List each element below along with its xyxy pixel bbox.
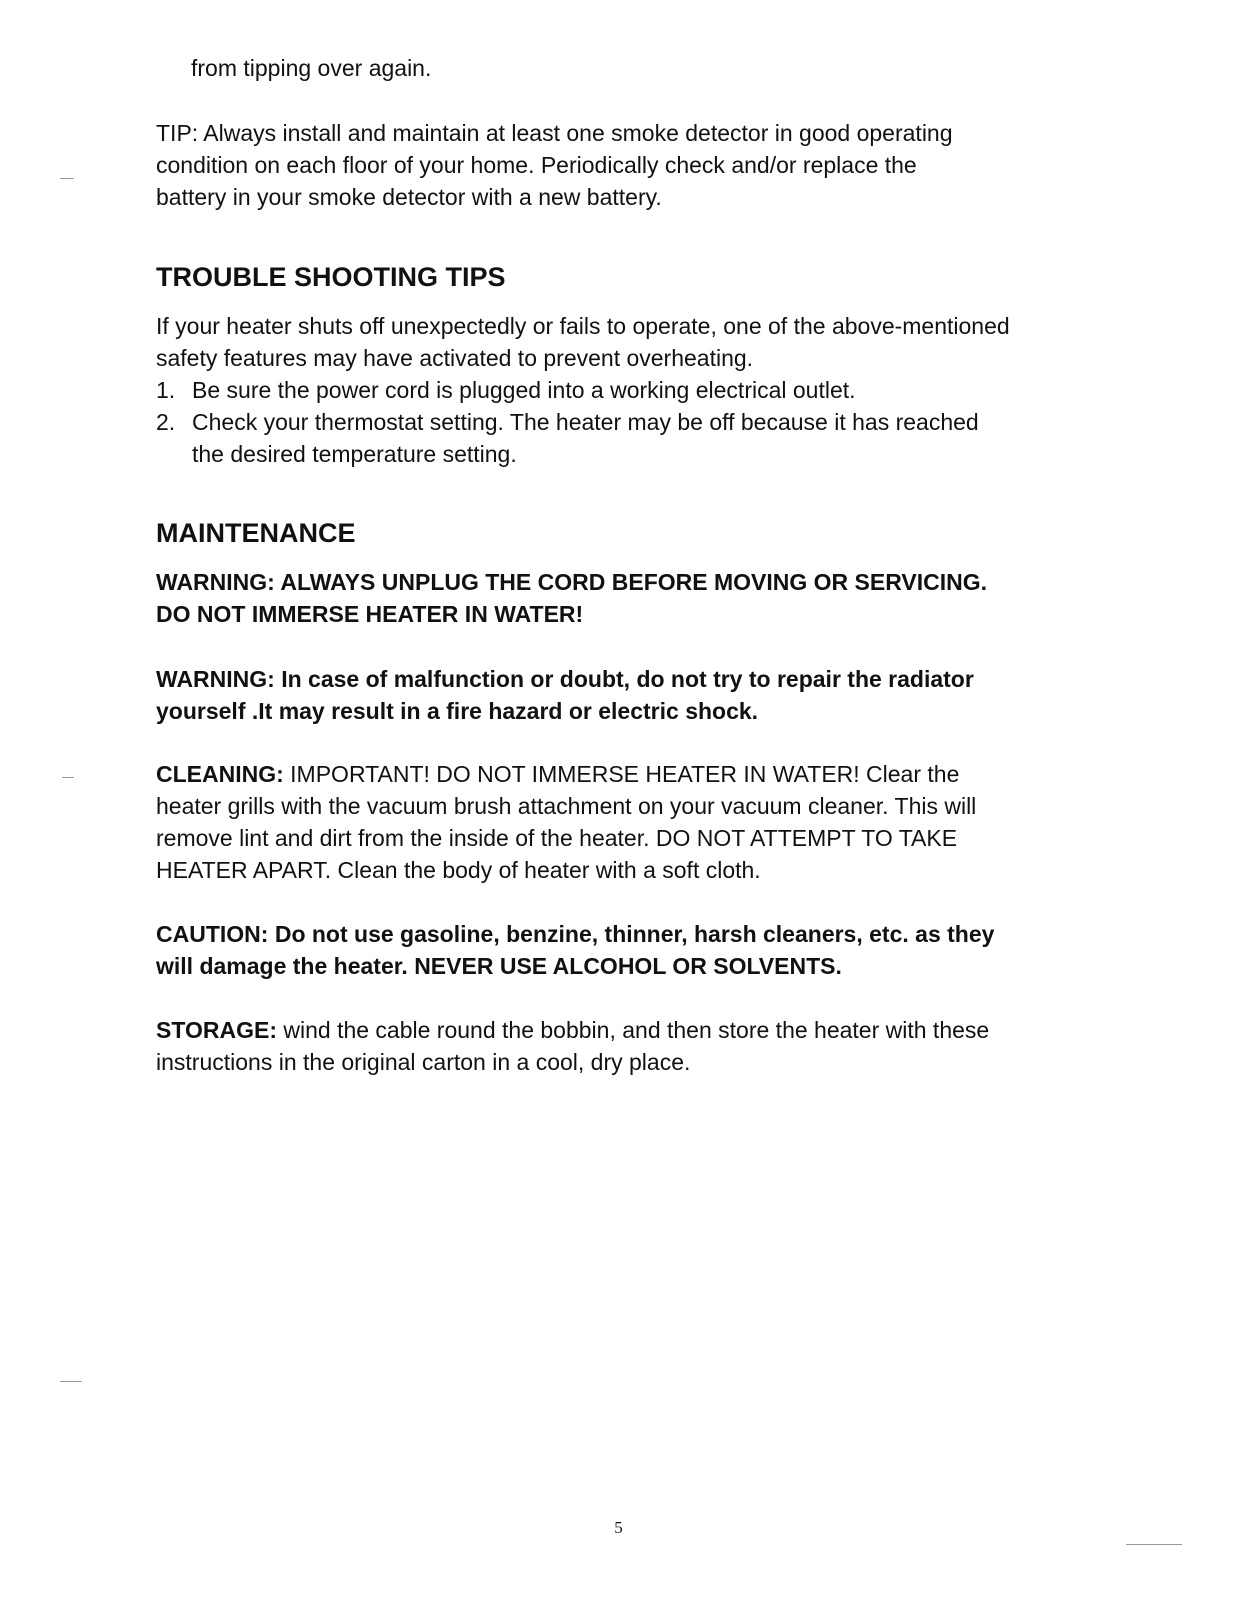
scan-mark (1126, 1544, 1182, 1545)
troubleshooting-intro-line: safety features may have activated to prevent overheating. (156, 345, 754, 371)
cleaning-label: CLEANING: (156, 761, 284, 787)
continuation-line: from tipping over again. (191, 55, 432, 81)
cleaning-line: heater grills with the vacuum brush attachment on your vacuum cleaner. This will (156, 793, 977, 819)
list-item-text: the desired temperature setting. (192, 441, 517, 467)
list-item (156, 374, 1066, 406)
caution-paragraph (156, 918, 1066, 982)
warning-line: yourself .It may result in a fire hazard or electric shock. (156, 698, 759, 724)
scan-mark (60, 178, 74, 179)
warning-repair (156, 663, 1066, 727)
caution-text: Do not use gasoline, benzine, thinner, harsh cleaners, etc. as they (268, 921, 995, 947)
list-item (156, 406, 1066, 470)
warning-line: WARNING: ALWAYS UNPLUG THE CORD BEFORE MOVING OR SERVICING. (156, 569, 988, 595)
tip-line: battery in your smoke detector with a new battery. (156, 184, 662, 210)
caution-first-line (156, 918, 1066, 950)
troubleshooting-heading: TROUBLE SHOOTING TIPS (156, 262, 506, 292)
cleaning-first-line (156, 758, 1066, 790)
storage-first-line (156, 1014, 1066, 1046)
list-item-text: Check your thermostat setting. The heater may be off because it has reached (192, 409, 979, 435)
caution-line: will damage the heater. NEVER USE ALCOHOL OR SOLVENTS. (156, 953, 842, 979)
page-number: 5 (614, 1518, 623, 1537)
warning-unplug (156, 566, 1066, 630)
tip-line: condition on each floor of your home. Periodically check and/or replace the (156, 152, 917, 178)
cleaning-text: IMPORTANT! DO NOT IMMERSE HEATER IN WATER! Clear the (283, 761, 960, 787)
list-item-number: 2. (156, 409, 176, 435)
troubleshooting-intro (156, 310, 1066, 374)
cleaning-paragraph (156, 758, 1066, 886)
troubleshooting-list (156, 374, 1066, 470)
cleaning-line: remove lint and dirt from the inside of the heater. DO NOT ATTEMPT TO TAKE (156, 825, 958, 851)
storage-paragraph (156, 1014, 1066, 1078)
tip-paragraph (156, 117, 1066, 213)
cleaning-line: HEATER APART. Clean the body of heater with a soft cloth. (156, 857, 761, 883)
storage-text: wind the cable round the bobbin, and then store the heater with these (276, 1017, 990, 1043)
warning-line: DO NOT IMMERSE HEATER IN WATER! (156, 601, 584, 627)
scan-mark (62, 777, 74, 778)
tip-line: TIP: Always install and maintain at least one smoke detector in good operating (156, 120, 953, 146)
caution-label: CAUTION: (156, 921, 269, 947)
scan-mark (60, 1381, 82, 1382)
list-item-text: Be sure the power cord is plugged into a working electrical outlet. (192, 377, 856, 403)
continuation-text (191, 52, 1101, 84)
maintenance-heading: MAINTENANCE (156, 518, 356, 548)
storage-label: STORAGE: (156, 1017, 277, 1043)
warning-line: WARNING: In case of malfunction or doubt, do not try to repair the radiator (156, 666, 974, 692)
list-item-number: 1. (156, 377, 176, 403)
troubleshooting-intro-line: If your heater shuts off unexpectedly or fails to operate, one of the above-mentioned (156, 313, 1010, 339)
storage-line: instructions in the original carton in a cool, dry place. (156, 1049, 691, 1075)
